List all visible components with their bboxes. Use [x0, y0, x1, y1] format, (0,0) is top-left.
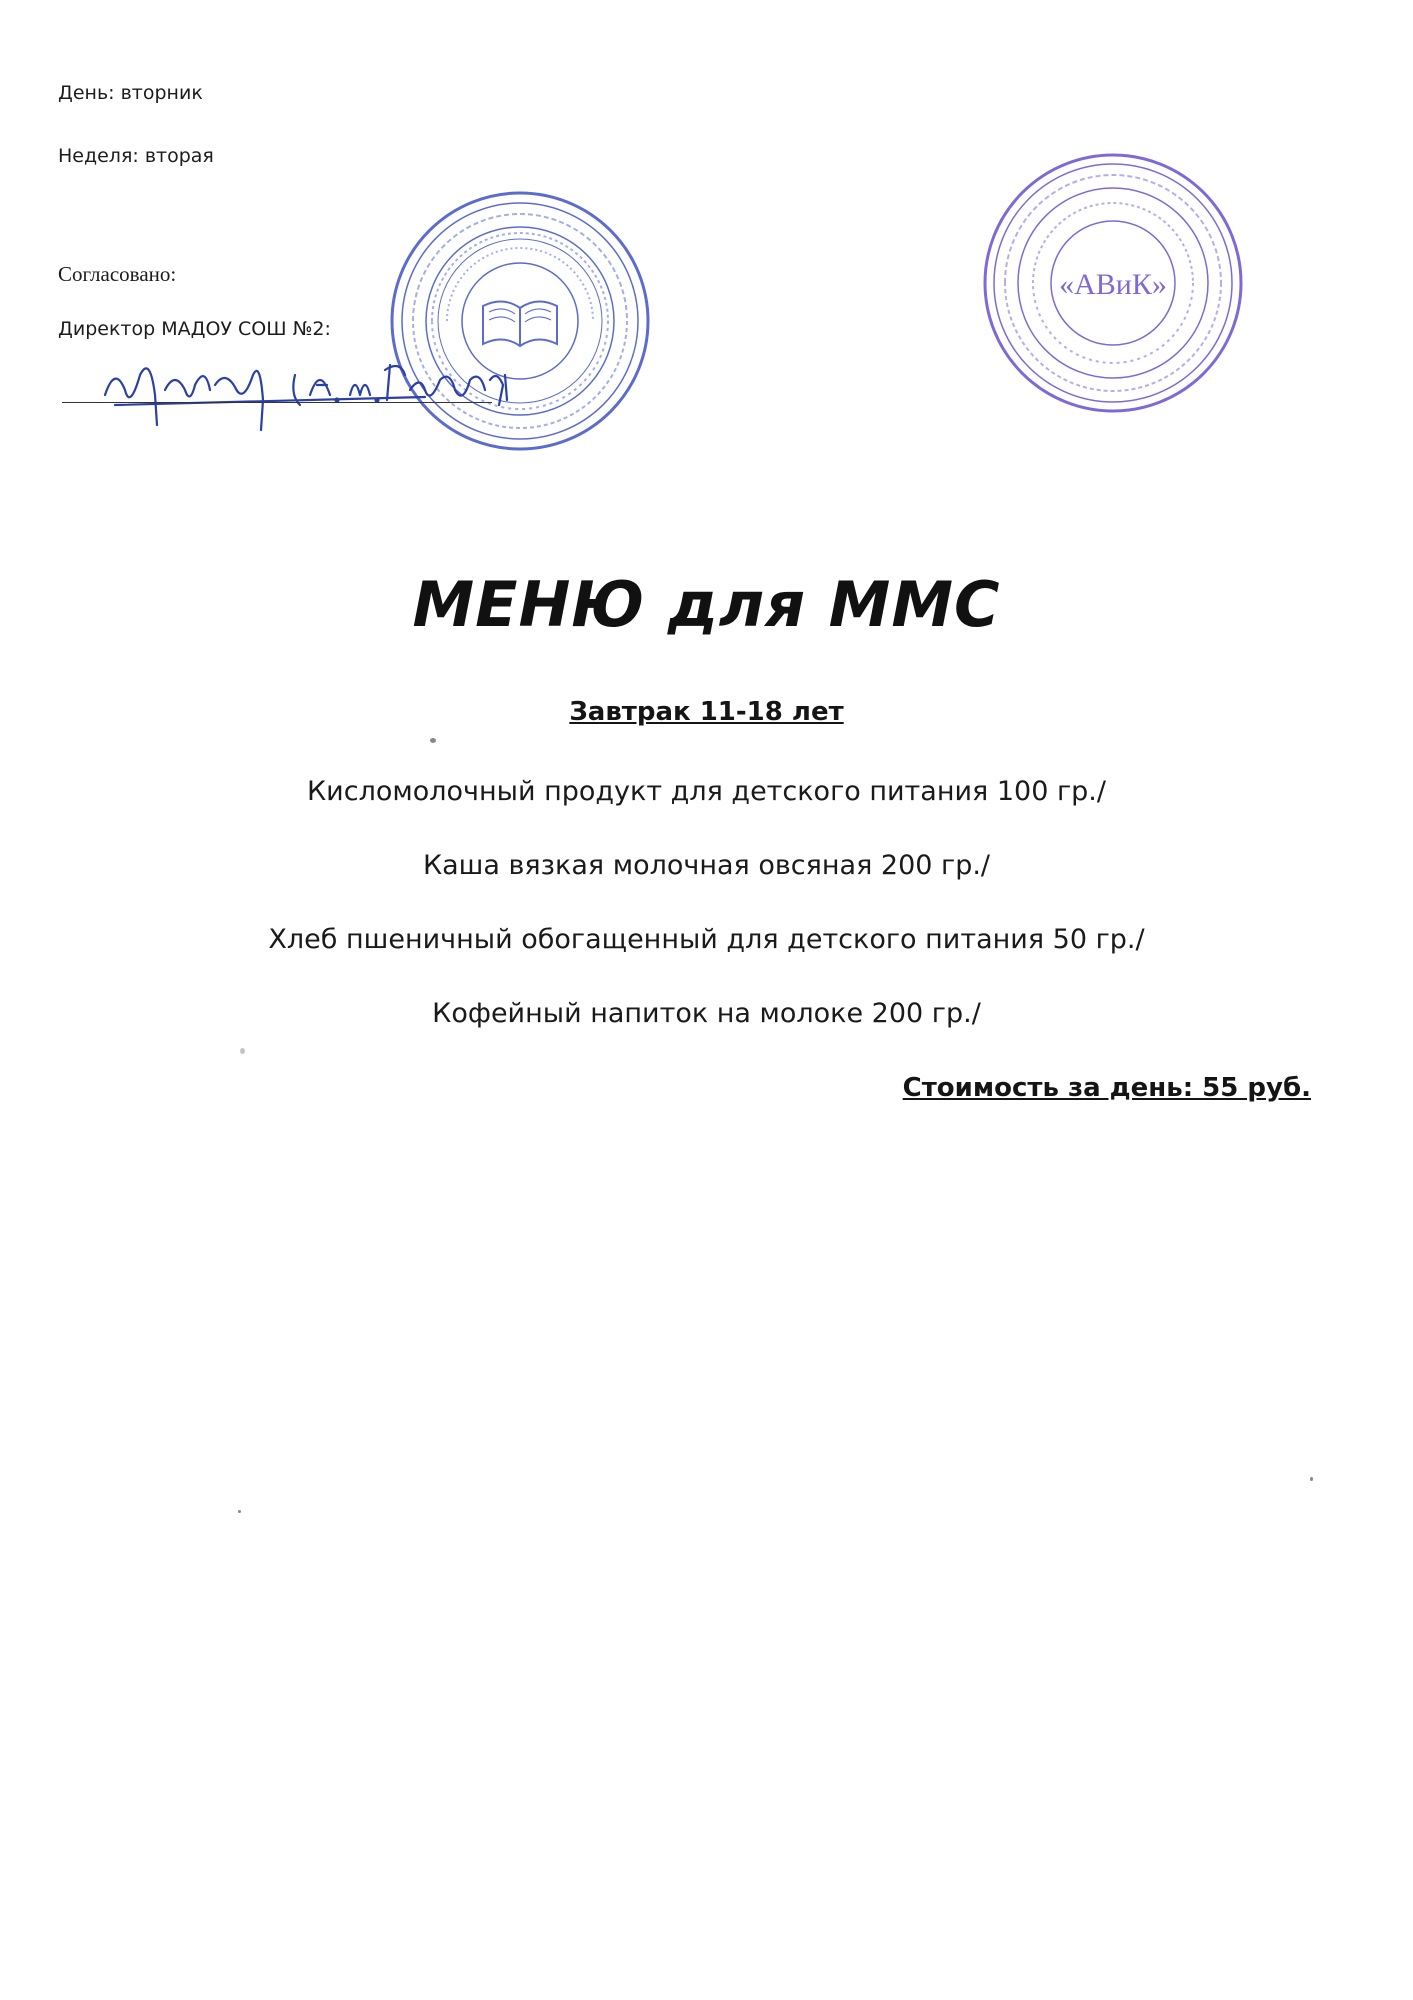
week-line [58, 145, 214, 167]
day-line [58, 82, 203, 104]
menu-items-list [0, 772, 1413, 1068]
menu-item: Кофейный напиток на молоке 200 гр./ [432, 998, 981, 1029]
menu-item: Кисломолочный продукт для детского питания 100 гр./ [307, 776, 1106, 807]
scan-speck [238, 1510, 241, 1513]
signature-line [62, 402, 492, 403]
daily-cost: Стоимость за день: 55 руб. [902, 1073, 1311, 1103]
scan-speck [1310, 1477, 1313, 1481]
scan-speck [240, 1048, 245, 1054]
approved-label: Согласовано: [58, 262, 177, 286]
menu-item: Каша вязкая молочная овсяная 200 гр./ [422, 850, 991, 881]
director-label: Директор МАДОУ СОШ №2: [58, 318, 331, 340]
week-value: вторая [144, 145, 214, 167]
company-stamp [978, 148, 1248, 418]
scan-speck [430, 738, 436, 743]
book-icon [483, 301, 557, 346]
director-signature [95, 345, 535, 435]
menu-title: МЕНЮ для ММС [412, 568, 1001, 641]
week-label: Неделя: [58, 145, 139, 167]
day-value: вторник [120, 82, 203, 104]
meal-heading: Завтрак 11-18 лет [569, 697, 844, 727]
stamp-company-name: «АВиК» [1059, 268, 1167, 301]
day-label: День: [58, 82, 115, 104]
menu-item: Хлеб пшеничный обогащенный для детского питания 50 гр./ [268, 924, 1145, 955]
